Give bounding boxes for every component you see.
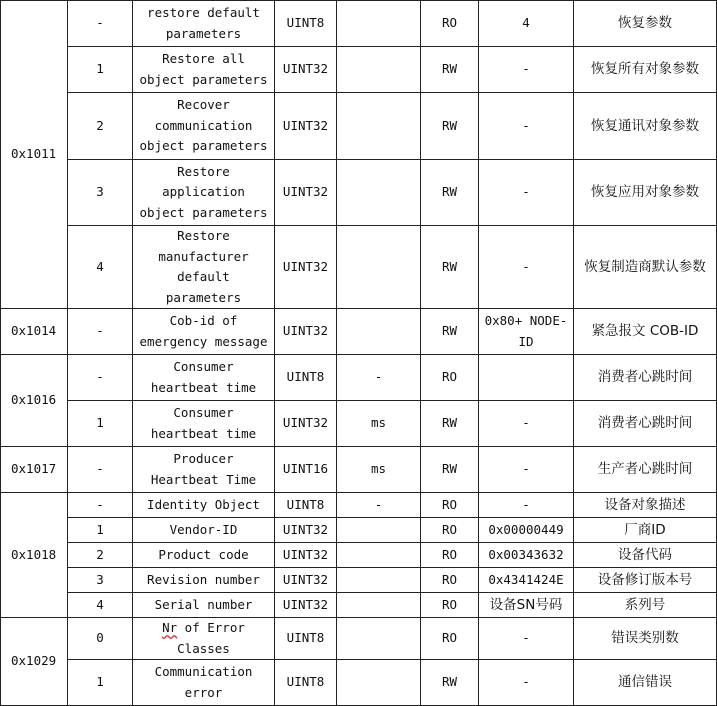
subindex: -: [68, 1, 133, 47]
object-index: 0x1029: [1, 618, 68, 706]
data-type: UINT32: [275, 543, 337, 568]
unit: ms: [337, 447, 421, 493]
table-row: [1, 1, 717, 47]
default-value: -: [479, 93, 574, 160]
table-row: [1, 618, 717, 660]
unit: [337, 518, 421, 543]
table-row: [1, 47, 717, 93]
table-row: [1, 543, 717, 568]
unit: -: [337, 355, 421, 401]
object-name-rest: of Error Classes: [177, 620, 245, 656]
access: RO: [421, 618, 479, 660]
unit: [337, 660, 421, 706]
access: RO: [421, 493, 479, 518]
table-row: [1, 160, 717, 226]
description: 生产者心跳时间: [574, 447, 717, 493]
description: 恢复所有对象参数: [574, 47, 717, 93]
table-row: [1, 660, 717, 706]
subindex: -: [68, 309, 133, 355]
unit: [337, 47, 421, 93]
table-row: [1, 226, 717, 309]
object-name: Revision number: [133, 568, 275, 593]
default-value: 0x00000449: [479, 518, 574, 543]
access: RO: [421, 568, 479, 593]
subindex: 1: [68, 47, 133, 93]
unit: [337, 309, 421, 355]
access: RW: [421, 160, 479, 226]
access: RO: [421, 518, 479, 543]
object-name: Recover communication object parameters: [133, 93, 275, 160]
unit: [337, 593, 421, 618]
subindex: 4: [68, 593, 133, 618]
object-name: Consumer heartbeat time: [133, 401, 275, 447]
data-type: UINT8: [275, 618, 337, 660]
data-type: UINT32: [275, 47, 337, 93]
access: RO: [421, 593, 479, 618]
data-type: UINT32: [275, 593, 337, 618]
data-type: UINT32: [275, 226, 337, 309]
access: RW: [421, 47, 479, 93]
subindex: 2: [68, 543, 133, 568]
data-type: UINT8: [275, 660, 337, 706]
subindex: 1: [68, 660, 133, 706]
table-row: [1, 493, 717, 518]
subindex: 1: [68, 518, 133, 543]
object-name: Restore manufacturer default parameters: [133, 226, 275, 309]
access: RW: [421, 447, 479, 493]
data-type: UINT8: [275, 355, 337, 401]
default-value: 0x00343632: [479, 543, 574, 568]
object-name: Producer Heartbeat Time: [133, 447, 275, 493]
subindex: 4: [68, 226, 133, 309]
data-type: UINT32: [275, 93, 337, 160]
object-name: Serial number: [133, 593, 275, 618]
table-row: [1, 401, 717, 447]
object-name: Product code: [133, 543, 275, 568]
description: 设备代码: [574, 543, 717, 568]
default-value: -: [479, 226, 574, 309]
table-row: [1, 568, 717, 593]
access: RW: [421, 660, 479, 706]
default-value: -: [479, 401, 574, 447]
description: 通信错误: [574, 660, 717, 706]
unit: [337, 226, 421, 309]
default-value: -: [479, 493, 574, 518]
data-type: UINT32: [275, 518, 337, 543]
default-value: 设备SN号码: [479, 593, 574, 618]
subindex: 3: [68, 160, 133, 226]
object-name: Restore all object parameters: [133, 47, 275, 93]
unit: [337, 568, 421, 593]
subindex: -: [68, 493, 133, 518]
object-index: 0x1014: [1, 309, 68, 355]
object-name: Vendor-ID: [133, 518, 275, 543]
default-value: -: [479, 447, 574, 493]
object-name-prefix: Nr: [162, 620, 178, 635]
table-row: [1, 93, 717, 160]
table-row: [1, 518, 717, 543]
description: 恢复通讯对象参数: [574, 93, 717, 160]
subindex: -: [68, 355, 133, 401]
default-value: 0x80+ NODE-ID: [479, 309, 574, 355]
description: 恢复参数: [574, 1, 717, 47]
table-row: [1, 593, 717, 618]
data-type: UINT32: [275, 568, 337, 593]
description: 设备修订版本号: [574, 568, 717, 593]
data-type: UINT8: [275, 493, 337, 518]
access: RW: [421, 226, 479, 309]
data-type: UINT16: [275, 447, 337, 493]
object-name: Consumer heartbeat time: [133, 355, 275, 401]
object-index: 0x1016: [1, 355, 68, 447]
subindex: 2: [68, 93, 133, 160]
access: RO: [421, 543, 479, 568]
description: 厂商ID: [574, 518, 717, 543]
access: RO: [421, 355, 479, 401]
object-name: [133, 618, 275, 660]
default-value: [479, 355, 574, 401]
description: 恢复应用对象参数: [574, 160, 717, 226]
subindex: 3: [68, 568, 133, 593]
description: 错误类别数: [574, 618, 717, 660]
unit: -: [337, 493, 421, 518]
data-type: UINT8: [275, 1, 337, 47]
access: RW: [421, 401, 479, 447]
unit: [337, 160, 421, 226]
object-name: Restore application object parameters: [133, 160, 275, 226]
default-value: 4: [479, 1, 574, 47]
object-name: Communication error: [133, 660, 275, 706]
table-row: [1, 447, 717, 493]
unit: [337, 618, 421, 660]
subindex: 0: [68, 618, 133, 660]
default-value: 0x4341424E: [479, 568, 574, 593]
access: RW: [421, 93, 479, 160]
description: 设备对象描述: [574, 493, 717, 518]
subindex: -: [68, 447, 133, 493]
object-name: restore default parameters: [133, 1, 275, 47]
data-type: UINT32: [275, 309, 337, 355]
access: RW: [421, 309, 479, 355]
description: 紧急报文 COB-ID: [574, 309, 717, 355]
data-type: UINT32: [275, 160, 337, 226]
description: 恢复制造商默认参数: [574, 226, 717, 309]
object-index: 0x1011: [1, 1, 68, 309]
default-value: -: [479, 618, 574, 660]
unit: [337, 543, 421, 568]
object-name: Identity Object: [133, 493, 275, 518]
default-value: -: [479, 660, 574, 706]
description: 消费者心跳时间: [574, 401, 717, 447]
object-index: 0x1017: [1, 447, 68, 493]
description: 系列号: [574, 593, 717, 618]
unit: [337, 93, 421, 160]
default-value: -: [479, 160, 574, 226]
table-row: [1, 355, 717, 401]
object-index: 0x1018: [1, 493, 68, 618]
subindex: 1: [68, 401, 133, 447]
default-value: -: [479, 47, 574, 93]
table-row: [1, 309, 717, 355]
unit: ms: [337, 401, 421, 447]
data-type: UINT32: [275, 401, 337, 447]
description: 消费者心跳时间: [574, 355, 717, 401]
access: RO: [421, 1, 479, 47]
unit: [337, 1, 421, 47]
object-name: Cob-id of emergency message: [133, 309, 275, 355]
